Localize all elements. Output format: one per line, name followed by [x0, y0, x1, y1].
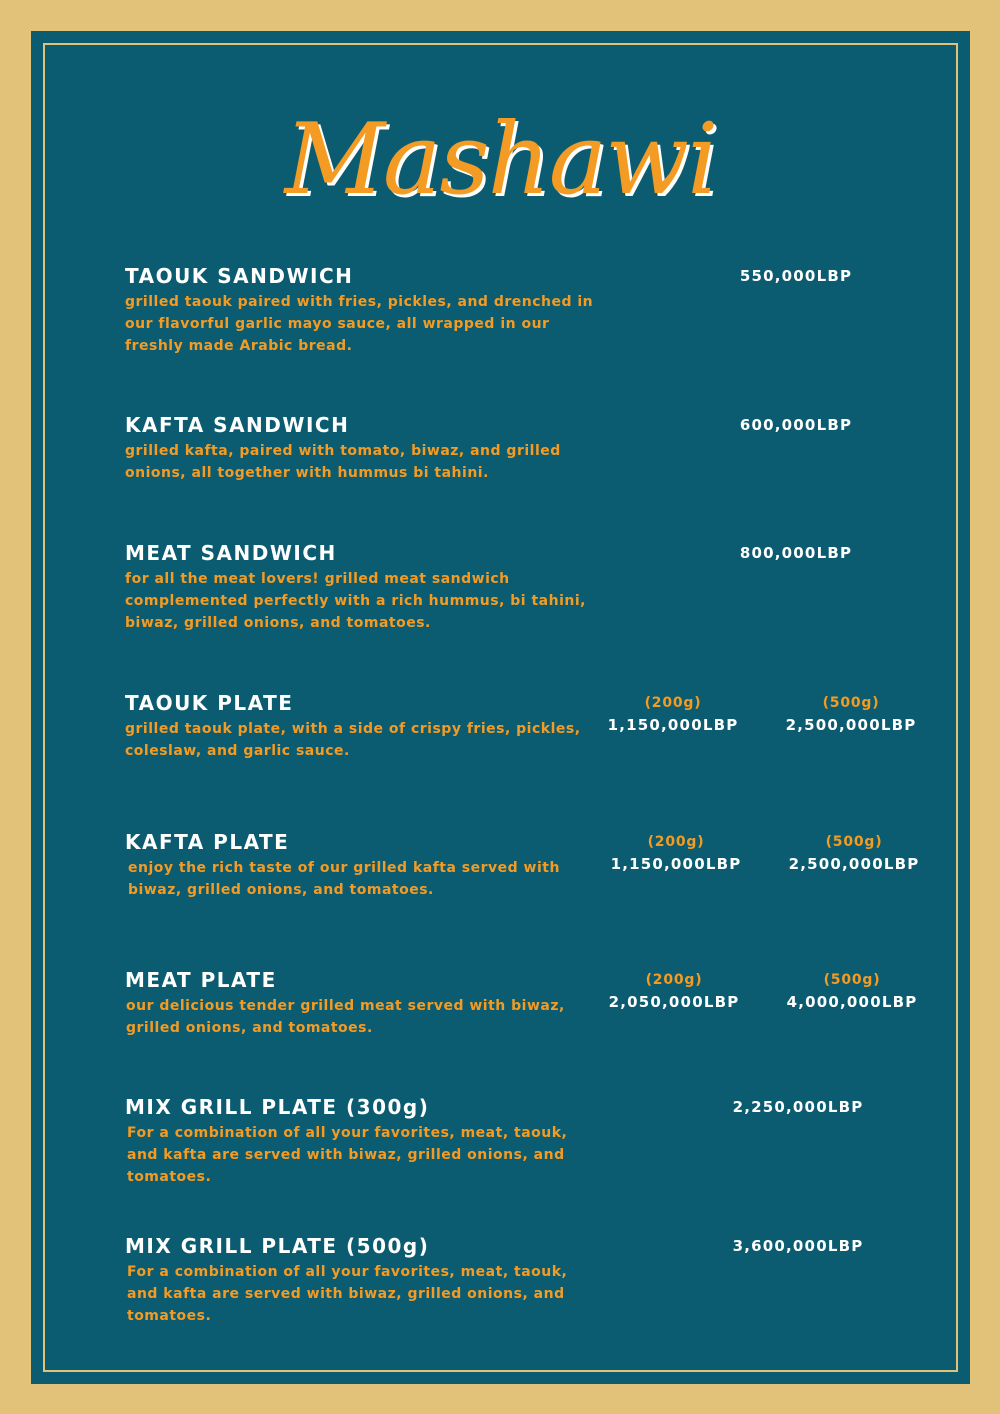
item-description: For a combination of all your favorites, meat, taouk, and kafta are served with biwaz, grilled onions, and tomatoes.: [127, 1264, 568, 1324]
option-price: 2,500,000LBP: [785, 716, 917, 734]
item-description: our delicious tender grilled meat served with biwaz, grilled onions, and tomatoes.: [126, 998, 565, 1036]
option-size: (500g): [823, 972, 881, 988]
item-description: grilled kafta, paired with tomato, biwaz, and grilled onions, all together with hummus bi tahini.: [125, 443, 561, 481]
option-size: (500g): [825, 834, 883, 850]
option-size: (200g): [644, 695, 702, 711]
price-option-large: [764, 831, 944, 875]
item-name: KAFTA SANDWICH: [125, 413, 350, 437]
item-name: KAFTA PLATE: [125, 830, 290, 854]
option-price: 1,150,000LBP: [607, 716, 739, 734]
item-description: For a combination of all your favorites, meat, taouk, and kafta are served with biwaz, grilled onions, and tomatoes.: [127, 1125, 568, 1185]
price-option-large: [761, 692, 941, 736]
price-option-small: [586, 831, 766, 875]
menu-panel: [31, 31, 970, 1384]
item-price: 550,000LBP: [739, 267, 853, 285]
item-price: 2,250,000LBP: [732, 1098, 864, 1116]
item-price: 600,000LBP: [739, 416, 853, 434]
item-price: 800,000LBP: [739, 544, 853, 562]
price-option-small: [583, 692, 763, 736]
price-option-small: [584, 969, 764, 1013]
item-name: MEAT SANDWICH: [125, 541, 337, 565]
option-size: (500g): [822, 695, 880, 711]
item-name: TAOUK PLATE: [125, 691, 294, 715]
item-name: MEAT PLATE: [125, 968, 277, 992]
option-size: (200g): [645, 972, 703, 988]
option-price: 4,000,000LBP: [786, 993, 918, 1011]
item-price: 3,600,000LBP: [732, 1237, 864, 1255]
item-name: MIX GRILL PLATE (300g): [125, 1095, 430, 1119]
option-price: 2,050,000LBP: [608, 993, 740, 1011]
price-option-large: [762, 969, 942, 1013]
item-name: TAOUK SANDWICH: [125, 264, 354, 288]
option-size: (200g): [647, 834, 705, 850]
item-description: enjoy the rich taste of our grilled kafta served with biwaz, grilled onions, and tomatoes.: [128, 860, 560, 898]
item-description: grilled taouk paired with fries, pickles, and drenched in our flavorful garlic mayo sauce, all wrapped in our freshly made Arabic bread.: [125, 294, 594, 354]
item-description: for all the meat lovers! grilled meat sandwich complemented perfectly with a rich hummus, bi tahini, biwaz, grilled onions, and tomatoes.: [125, 571, 586, 631]
item-description: grilled taouk plate, with a side of crispy fries, pickles, coleslaw, and garlic sauce.: [125, 721, 581, 759]
option-price: 1,150,000LBP: [610, 855, 742, 873]
option-price: 2,500,000LBP: [788, 855, 920, 873]
menu-title: Mashawi: [284, 103, 717, 217]
item-name: MIX GRILL PLATE (500g): [125, 1234, 430, 1258]
